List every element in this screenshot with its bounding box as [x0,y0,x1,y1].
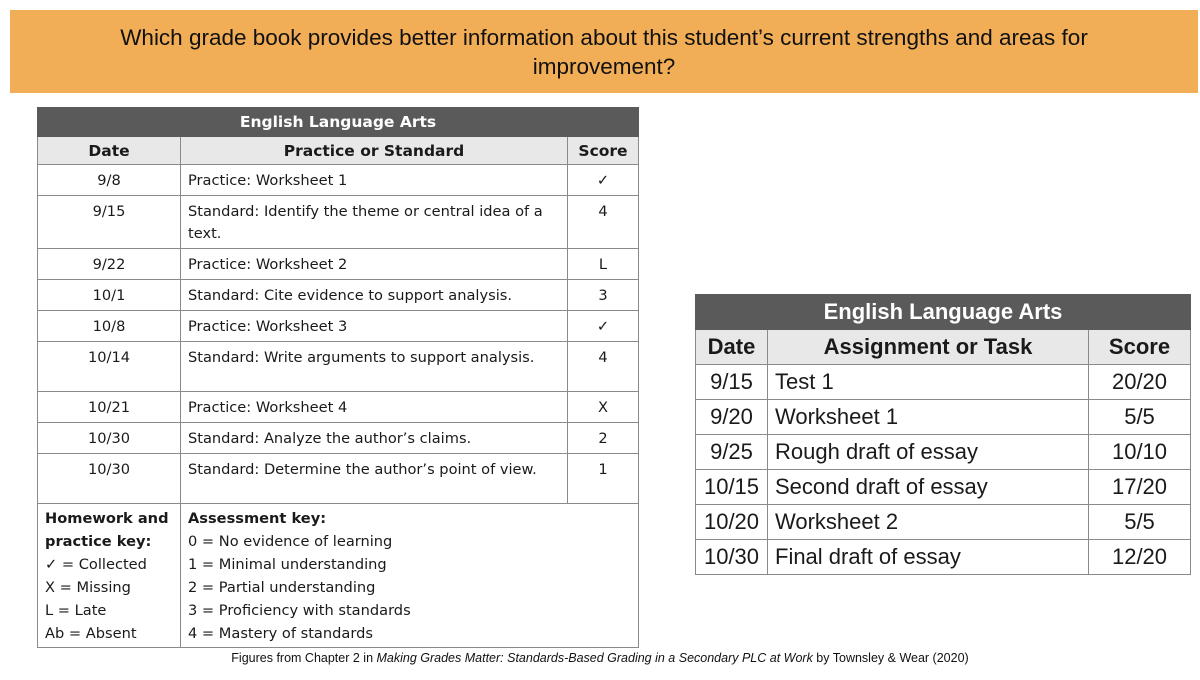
row-date: 10/14 [38,342,181,392]
row-item: Standard: Analyze the author’s claims. [181,423,568,454]
table-row [38,311,639,342]
row-date: 10/20 [696,505,768,540]
row-item: Practice: Worksheet 3 [181,311,568,342]
row-item: Standard: Determine the author’s point of view. [181,454,568,504]
table-row [696,505,1191,540]
table-row [38,196,639,249]
row-item: Practice: Worksheet 4 [181,392,568,423]
row-score: 2 [568,423,639,454]
assessment-key [181,504,639,648]
assessment-key-title: Assessment key: [188,510,327,527]
right-header-assignment: Assignment or Task [768,330,1089,365]
row-score: 3 [568,280,639,311]
row-date: 10/30 [38,423,181,454]
assessment-key-item: 4 = Mastery of standards [188,625,373,642]
row-score: 17/20 [1089,470,1191,505]
assessment-key-item: 1 = Minimal understanding [188,556,387,573]
row-item: Standard: Identify the theme or central idea of a text. [181,196,568,249]
row-score: L [568,249,639,280]
left-header-practice-standard: Practice or Standard [181,137,568,165]
homework-key-item: X = Missing [45,579,131,596]
left-table-title: English Language Arts [38,108,639,137]
traditional-gradebook-table [695,294,1191,575]
row-score: 10/10 [1089,435,1191,470]
row-date: 9/25 [696,435,768,470]
key-row [38,504,639,648]
row-item: Worksheet 2 [768,505,1089,540]
row-score: 1 [568,454,639,504]
caption-book-title: Making Grades Matter: Standards-Based Grading in a Secondary PLC at Work [376,651,813,665]
table-row [696,540,1191,575]
left-header-score: Score [568,137,639,165]
table-row [696,400,1191,435]
row-date: 9/15 [38,196,181,249]
row-item: Practice: Worksheet 1 [181,165,568,196]
table-row [38,423,639,454]
row-score: ✓ [568,165,639,196]
homework-key-item: L = Late [45,602,107,619]
row-date: 10/30 [38,454,181,504]
row-date: 10/1 [38,280,181,311]
assessment-key-item: 0 = No evidence of learning [188,533,393,550]
row-date: 10/15 [696,470,768,505]
left-header-date: Date [38,137,181,165]
row-score: 20/20 [1089,365,1191,400]
row-item: Rough draft of essay [768,435,1089,470]
row-date: 9/8 [38,165,181,196]
right-table-title: English Language Arts [696,295,1191,330]
table-row [38,280,639,311]
homework-key-item: ✓ = Collected [45,556,147,573]
row-item: Practice: Worksheet 2 [181,249,568,280]
question-banner [10,10,1198,93]
homework-key-item: Ab = Absent [45,625,137,642]
homework-key [38,504,181,648]
row-item: Final draft of essay [768,540,1089,575]
table-row [696,435,1191,470]
table-row [38,342,639,392]
row-item: Worksheet 1 [768,400,1089,435]
row-date: 9/20 [696,400,768,435]
row-score: 12/20 [1089,540,1191,575]
row-date: 10/30 [696,540,768,575]
right-header-score: Score [1089,330,1191,365]
standards-gradebook-table [37,107,639,648]
row-item: Second draft of essay [768,470,1089,505]
row-item: Test 1 [768,365,1089,400]
caption-prefix: Figures from Chapter 2 in [231,651,377,665]
row-date: 10/21 [38,392,181,423]
assessment-key-item: 3 = Proficiency with standards [188,602,411,619]
table-row [696,470,1191,505]
row-score: 4 [568,196,639,249]
row-score: 5/5 [1089,400,1191,435]
row-item: Standard: Write arguments to support analysis. [181,342,568,392]
table-row [38,392,639,423]
figure-caption [0,651,1200,665]
table-row [38,249,639,280]
row-score: X [568,392,639,423]
table-row [38,165,639,196]
row-score: 5/5 [1089,505,1191,540]
row-date: 9/15 [696,365,768,400]
row-item: Standard: Cite evidence to support analysis. [181,280,568,311]
right-header-date: Date [696,330,768,365]
table-row [696,365,1191,400]
assessment-key-item: 2 = Partial understanding [188,579,376,596]
row-date: 10/8 [38,311,181,342]
question-text: Which grade book provides better information about this student’s current strengths and areas for improvement? [120,24,1088,79]
homework-key-title: Homework and practice key: [45,510,169,550]
caption-suffix: by Townsley & Wear (2020) [812,651,969,665]
row-score: ✓ [568,311,639,342]
row-score: 4 [568,342,639,392]
table-row [38,454,639,504]
row-date: 9/22 [38,249,181,280]
